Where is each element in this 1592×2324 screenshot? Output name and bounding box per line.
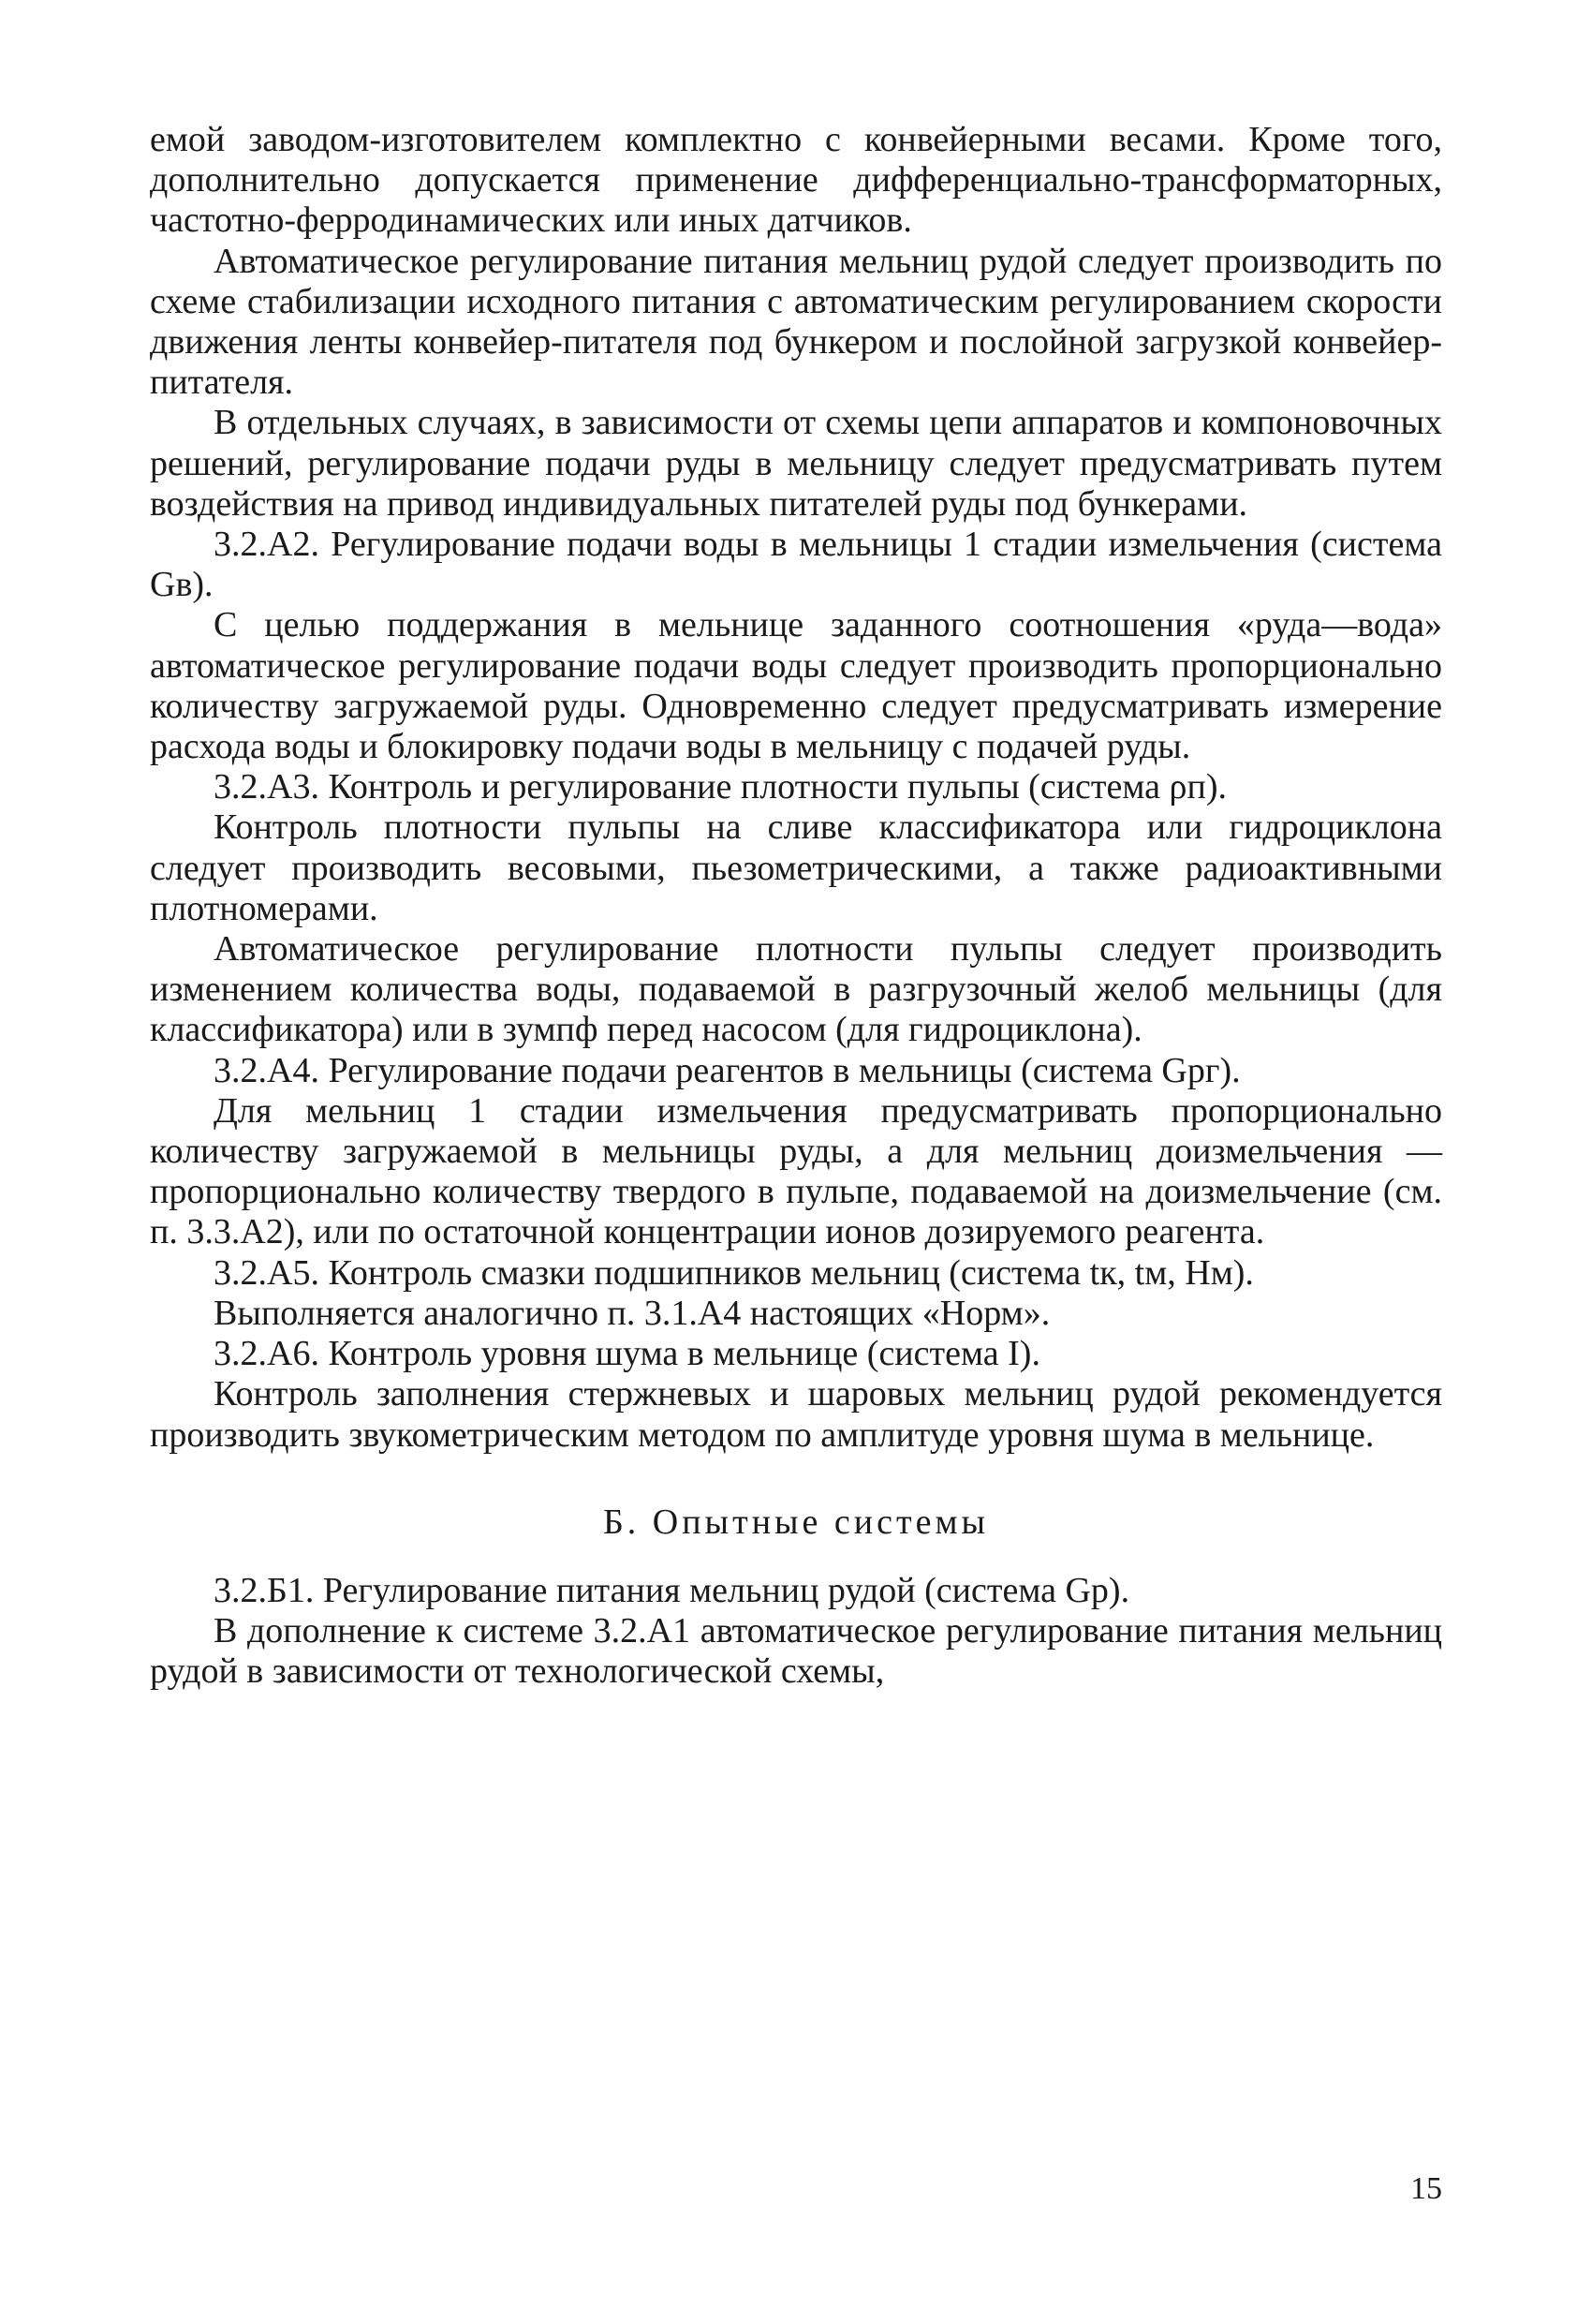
clause-heading: 3.2.А5. Контроль смазки подшипников мельниц (система tк, tм, Hм). [214, 1252, 1254, 1293]
paragraph: Выполняется аналогично п. 3.1.А4 настоящих «Норм». [214, 1293, 1051, 1333]
paragraph: Автоматическое регулирование плотности пульпы следует производить изменением количества воды, подаваемой в разгрузочный желоб мельницы (для классификатора) или в зумпф перед насосом (для гидроциклона). [150, 929, 1442, 1050]
paragraph: Автоматическое регулирование питания мельниц рудой следует производить по схеме стабилизации исходного питания с автоматическим регулированием скорости движения ленты конвейер-питателя под бункером и послойной загрузкой конвейер-питателя. [150, 241, 1442, 403]
paragraph: емой заводом-изготовителем комплектно с конвейерными весами. Кроме того, дополнительно допускается применение дифференциально-трансформаторных, частотно-ферродинамических или иных датчиков. [150, 120, 1442, 241]
paragraph: Контроль плотности пульпы на сливе классификатора или гидроциклона следует производить весовыми, пьезометрическими, а также радиоактивными плотномерами. [150, 807, 1442, 928]
clause-heading: 3.2.А4. Регулирование подачи реагентов в мельницы (система Gрг). [214, 1050, 1241, 1090]
paragraph: В отдельных случаях, в зависимости от схемы цепи аппаратов и компоновочных решений, регулирование подачи руды в мельницу следует предусматривать путем воздействия на привод индивидуальных питателей руды под бункерами. [150, 403, 1442, 524]
clause-heading: 3.2.А3. Контроль и регулирование плотности пульпы (система ρп). [214, 767, 1227, 807]
clause-heading: 3.2.Б1. Регулирование питания мельниц рудой (система Gр). [214, 1570, 1130, 1610]
clause-heading: 3.2.А6. Контроль уровня шума в мельнице (система I). [214, 1334, 1040, 1374]
clause-heading: 3.2.А2. Регулирование подачи воды в мельницы 1 стадии измельчения (система Gв). [150, 525, 1442, 605]
section-heading: Б. Опытные системы [602, 1502, 990, 1542]
paragraph: Для мельниц 1 стадии измельчения предусматривать пропорционально количеству загружаемой в мельницы руды, а для мельниц доизмельчения — пропорционально количеству твердого в пульпе, подаваемой на доизмельчение (см. п. 3.3.А2), или по остаточной концентрации ионов дозируемого реагента. [150, 1090, 1442, 1252]
paragraph: С целью поддержания в мельнице заданного соотношения «руда—вода» автоматическое регулирование подачи воды следует производить пропорционально количеству загружаемой руды. Одновременно следует предусматривать измерение расхода воды и блокировку подачи воды в мельницу с подачей руды. [150, 605, 1442, 767]
paragraph: В дополнение к системе 3.2.А1 автоматическое регулирование питания мельниц рудой в зависимости от технологической схемы, [150, 1611, 1442, 1692]
paragraph: Контроль заполнения стержневых и шаровых мельниц рудой рекомендуется производить звукометрическим методом по амплитуде уровня шума в мельнице. [150, 1374, 1442, 1455]
document-body [150, 120, 1442, 1693]
page-number: 15 [1410, 2171, 1442, 2206]
